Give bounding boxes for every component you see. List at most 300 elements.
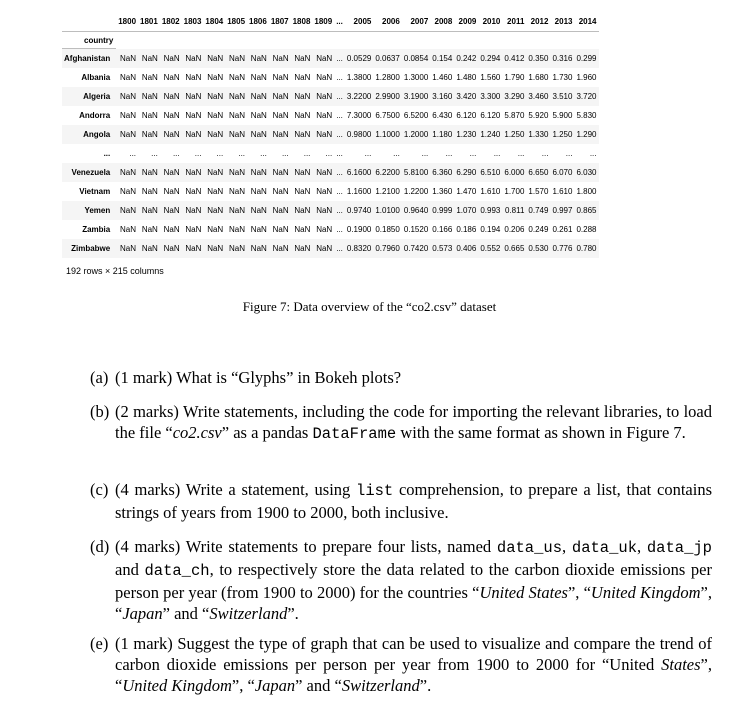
question-text-part: ”, “ — [231, 676, 255, 695]
table-cell: NaN — [294, 206, 311, 215]
table-cell: NaN — [229, 73, 246, 82]
table-cell: NaN — [207, 53, 224, 63]
table-cell: ... — [336, 244, 343, 253]
question-text-part: ”, “ — [115, 583, 712, 623]
dataframe-table — [62, 12, 599, 258]
table-cell: 6.1600 — [346, 168, 372, 177]
table-cell: NaN — [250, 225, 267, 234]
table-cell: ... — [364, 149, 372, 158]
table-cell: 6.650 — [528, 168, 549, 177]
table-cell: 0.9640 — [403, 206, 429, 215]
table-cell: 1.3000 — [403, 73, 429, 82]
table-cell: 3.2200 — [346, 92, 372, 101]
table-cell: 1.3800 — [346, 73, 372, 82]
question-text — [115, 633, 712, 696]
table-cell: ... — [589, 149, 597, 158]
table-cell: ... — [336, 92, 343, 101]
table-cell: 3.290 — [504, 92, 525, 101]
table-cell: NaN — [272, 73, 289, 82]
table-cell: 3.300 — [480, 92, 501, 101]
table-cell: 5.8100 — [403, 168, 429, 177]
table-cell: NaN — [229, 53, 246, 63]
table-cell: 1.2800 — [375, 73, 400, 82]
table-cell: NaN — [316, 53, 333, 63]
table-cell: NaN — [294, 111, 311, 120]
column-header: 1804 — [203, 12, 225, 32]
table-cell: NaN — [185, 168, 202, 177]
question-label: (b) — [90, 402, 110, 421]
row-label: ... — [103, 149, 111, 158]
table-row — [62, 68, 599, 87]
column-header: 1809 — [312, 12, 334, 32]
table-cell: 1.2200 — [403, 187, 429, 196]
table-cell: NaN — [316, 225, 333, 234]
table-cell: 1.800 — [576, 187, 597, 196]
table-cell: NaN — [229, 111, 246, 120]
table-cell: 5.900 — [552, 111, 573, 120]
table-cell: 1.230 — [456, 130, 477, 139]
table-cell: NaN — [120, 92, 137, 101]
table-cell: NaN — [229, 187, 246, 196]
table-cell: NaN — [120, 187, 137, 196]
table-cell: 1.290 — [576, 130, 597, 139]
table-cell: NaN — [120, 130, 137, 139]
table-cell: NaN — [163, 168, 180, 177]
table-cell: 0.294 — [480, 53, 501, 63]
question-b — [90, 401, 712, 445]
table-cell: NaN — [229, 244, 246, 253]
table-cell: 1.960 — [576, 73, 597, 82]
table-cell: NaN — [185, 244, 202, 253]
table-cell: NaN — [229, 206, 246, 215]
table-cell: ... — [303, 149, 311, 158]
table-cell: NaN — [185, 225, 202, 234]
column-header: 2014 — [574, 12, 598, 32]
question-label: (c) — [90, 480, 109, 499]
table-cell: 6.030 — [576, 168, 597, 177]
table-cell: 0.999 — [432, 206, 453, 215]
table-row — [62, 163, 599, 182]
table-cell: 1.570 — [528, 187, 549, 196]
question-text-part: , to respectively store the data related to the carbon dioxide emissions per person per year (from 1900 to 2000) for the countries “ — [115, 560, 712, 602]
table-cell: 1.610 — [480, 187, 501, 196]
table-cell: 7.3000 — [346, 111, 372, 120]
table-cell: 0.997 — [552, 206, 573, 215]
table-cell: ... — [194, 149, 202, 158]
table-cell: NaN — [294, 73, 311, 82]
table-cell: ... — [336, 111, 343, 120]
table-cell: ... — [281, 149, 289, 158]
column-header: 2011 — [502, 12, 526, 32]
table-cell: ... — [216, 149, 224, 158]
table-cell: 0.299 — [576, 53, 597, 63]
table-cell: NaN — [141, 130, 158, 139]
table-cell: 6.290 — [456, 168, 477, 177]
question-text-part: ” and “ — [295, 676, 342, 695]
table-cell: NaN — [294, 187, 311, 196]
table-cell: 6.5200 — [403, 111, 429, 120]
table-cell: 1.2100 — [375, 187, 400, 196]
column-header: ... — [334, 12, 345, 32]
table-cell: 1.730 — [552, 73, 573, 82]
table-cell: 6.120 — [480, 111, 501, 120]
table-cell: NaN — [229, 130, 246, 139]
question-text-part: ”, “ — [115, 655, 712, 695]
table-cell: NaN — [250, 73, 267, 82]
column-header: 1801 — [138, 12, 160, 32]
table-cell: ... — [260, 149, 267, 158]
table-row — [62, 49, 599, 69]
table-cell: 5.870 — [504, 111, 525, 120]
question-text-part: co2.csv — [172, 423, 222, 442]
row-label: Algeria — [83, 92, 111, 101]
table-cell: 1.250 — [552, 130, 573, 139]
table-cell: NaN — [207, 168, 224, 177]
table-cell: ... — [129, 149, 137, 158]
question-text-part: data_jp — [646, 539, 712, 557]
table-cell: NaN — [163, 73, 180, 82]
table-cell: ... — [469, 149, 477, 158]
table-cell: NaN — [229, 92, 246, 101]
table-cell: NaN — [316, 187, 333, 196]
question-d — [90, 536, 712, 624]
question-text — [115, 479, 712, 523]
table-cell: NaN — [250, 92, 267, 101]
table-cell: ... — [517, 149, 525, 158]
table-cell: 0.0637 — [375, 53, 400, 63]
column-header: 1805 — [225, 12, 247, 32]
table-cell: 1.470 — [456, 187, 477, 196]
question-text-part: list — [356, 482, 394, 500]
table-cell: 0.665 — [504, 244, 525, 253]
question-label: (a) — [90, 368, 109, 387]
table-cell: NaN — [141, 92, 158, 101]
table-cell: NaN — [163, 225, 180, 234]
question-text-part: United Kingdom — [122, 676, 232, 695]
table-cell: ... — [541, 149, 549, 158]
row-label: Vietnam — [79, 187, 111, 196]
table-cell: NaN — [272, 187, 289, 196]
question-text-part: comprehension, to prepare a list, that contains strings of years from 1900 to 2000, both inclusive. — [115, 480, 712, 522]
table-cell: 0.186 — [456, 225, 477, 234]
table-cell: NaN — [272, 130, 289, 139]
table-cell: NaN — [141, 206, 158, 215]
column-header-row — [62, 12, 599, 32]
table-cell: 0.406 — [456, 244, 477, 253]
table-cell: NaN — [185, 53, 202, 63]
table-cell: 0.7420 — [403, 244, 429, 253]
table-cell: ... — [336, 149, 343, 158]
table-cell: 6.7500 — [375, 111, 400, 120]
table-cell: 0.9800 — [346, 130, 372, 139]
table-cell: NaN — [141, 73, 158, 82]
table-cell: NaN — [141, 111, 158, 120]
table-cell: 3.420 — [456, 92, 477, 101]
table-cell: 1.240 — [480, 130, 501, 139]
table-cell: ... — [421, 149, 429, 158]
table-cell: NaN — [316, 206, 333, 215]
table-cell: NaN — [294, 225, 311, 234]
table-cell: ... — [336, 187, 343, 196]
table-cell: NaN — [185, 92, 202, 101]
table-cell: 0.350 — [528, 53, 549, 63]
table-cell: 0.0529 — [346, 53, 372, 63]
table-cell: 0.776 — [552, 244, 573, 253]
table-cell: NaN — [272, 111, 289, 120]
table-cell: NaN — [207, 73, 224, 82]
question-text-part: ”. — [287, 604, 299, 623]
table-cell: 3.720 — [576, 92, 597, 101]
row-label: Albania — [81, 73, 111, 82]
table-cell: NaN — [272, 244, 289, 253]
table-cell: NaN — [250, 206, 267, 215]
table-cell: NaN — [207, 92, 224, 101]
table-cell: NaN — [185, 206, 202, 215]
table-cell: NaN — [120, 73, 137, 82]
table-cell: 0.206 — [504, 225, 525, 234]
table-cell: ... — [493, 149, 501, 158]
table-cell: NaN — [141, 187, 158, 196]
table-cell: 0.993 — [480, 206, 501, 215]
table-cell: 1.560 — [480, 73, 501, 82]
table-cell: 0.1850 — [375, 225, 400, 234]
table-row — [62, 182, 599, 201]
question-text-part: , — [562, 537, 572, 556]
table-cell: NaN — [272, 53, 289, 63]
figure-caption: Figure 7: Data overview of the “co2.csv” dataset — [242, 299, 497, 314]
table-cell: NaN — [250, 187, 267, 196]
table-cell: 0.242 — [456, 53, 477, 63]
table-cell: 1.610 — [552, 187, 573, 196]
question-text-part: , — [637, 537, 647, 556]
table-cell: ... — [172, 149, 180, 158]
question-text-part: with the same format as shown in Figure 7. — [396, 423, 686, 442]
table-cell: 3.160 — [432, 92, 453, 101]
column-header: 2013 — [550, 12, 574, 32]
table-cell: 1.790 — [504, 73, 525, 82]
table-cell: 5.920 — [528, 111, 549, 120]
table-cell: 0.261 — [552, 225, 573, 234]
column-header: 1803 — [182, 12, 204, 32]
question-text — [115, 367, 712, 388]
table-cell: NaN — [120, 53, 137, 63]
table-cell: NaN — [120, 168, 137, 177]
question-text-part: (1 mark) What is “Glyphs” in Bokeh plots? — [115, 368, 402, 387]
question-text-part: Switzerland — [209, 604, 288, 623]
table-cell: 5.830 — [576, 111, 597, 120]
table-cell: 1.360 — [432, 187, 453, 196]
table-cell: 6.070 — [552, 168, 573, 177]
table-cell: NaN — [163, 244, 180, 253]
column-header: 2008 — [430, 12, 454, 32]
table-cell: NaN — [294, 130, 311, 139]
table-body — [62, 49, 599, 259]
question-text-part: (4 marks) Write a statement, using — [115, 480, 357, 499]
table-cell: 0.530 — [528, 244, 549, 253]
table-cell: 1.460 — [432, 73, 453, 82]
question-text-part: ” and “ — [162, 604, 210, 623]
table-cell: 0.166 — [432, 225, 453, 234]
table-cell: NaN — [294, 53, 311, 63]
table-cell: NaN — [272, 92, 289, 101]
question-label: (d) — [90, 537, 110, 556]
column-header: 2005 — [345, 12, 373, 32]
table-cell: 0.8320 — [346, 244, 372, 253]
table-cell: NaN — [272, 206, 289, 215]
column-header: 2009 — [454, 12, 478, 32]
table-cell: 0.749 — [528, 206, 549, 215]
question-text-part: ” as a pandas — [221, 423, 313, 442]
dataframe-shape: 192 rows × 215 columns — [66, 266, 164, 276]
table-cell: NaN — [294, 244, 311, 253]
index-name-row — [62, 32, 599, 49]
column-header: 2010 — [478, 12, 502, 32]
question-text-part: data_ch — [144, 562, 210, 580]
question-text-part: (1 mark) Suggest the type of graph that can be used to visualize and compare the trend of carbon dioxide emissions per person per year from 1900 to 2000 for “United — [115, 634, 712, 674]
column-header: 2012 — [526, 12, 550, 32]
table-cell: NaN — [207, 225, 224, 234]
table-cell: NaN — [163, 53, 180, 63]
table-cell: NaN — [120, 206, 137, 215]
question-text-part: ”, “ — [567, 583, 591, 602]
table-cell: 6.510 — [480, 168, 501, 177]
table-cell: 1.180 — [432, 130, 453, 139]
table-cell: 6.120 — [456, 111, 477, 120]
table-cell: NaN — [141, 225, 158, 234]
table-row — [62, 144, 599, 163]
table-cell: NaN — [316, 111, 333, 120]
row-label: Afghanistan — [64, 54, 111, 63]
table-cell: NaN — [316, 130, 333, 139]
table-cell: 0.9740 — [346, 206, 372, 215]
column-header: 1800 — [116, 12, 138, 32]
table-cell: ... — [336, 73, 343, 82]
table-cell: 0.1520 — [403, 225, 429, 234]
table-cell: NaN — [185, 187, 202, 196]
table-cell: ... — [336, 53, 343, 63]
table-row — [62, 125, 599, 144]
table-cell: NaN — [316, 168, 333, 177]
row-label: Venezuela — [71, 168, 111, 177]
table-cell: NaN — [229, 168, 246, 177]
table-cell: NaN — [272, 225, 289, 234]
table-cell: NaN — [120, 225, 137, 234]
table-cell: ... — [336, 206, 343, 215]
table-cell: 6.430 — [432, 111, 453, 120]
column-header: 2006 — [373, 12, 401, 32]
table-cell: NaN — [141, 244, 158, 253]
table-cell: 3.1900 — [403, 92, 429, 101]
table-cell: 2.9900 — [375, 92, 400, 101]
table-cell: ... — [151, 149, 158, 158]
table-cell: ... — [336, 130, 343, 139]
column-header: 2007 — [402, 12, 430, 32]
question-text-part: United States — [479, 583, 568, 602]
table-cell: ... — [445, 149, 453, 158]
table-cell: NaN — [185, 130, 202, 139]
question-text-part: and — [115, 560, 145, 579]
table-cell: NaN — [250, 130, 267, 139]
question-a — [90, 367, 712, 388]
question-text-part: Japan — [122, 604, 163, 623]
question-c — [90, 479, 712, 523]
table-cell: 0.316 — [552, 53, 573, 63]
question-text-part: United Kingdom — [590, 583, 701, 602]
row-label: Angola — [83, 130, 111, 139]
table-cell: 1.070 — [456, 206, 477, 215]
question-text-part: Switzerland — [341, 676, 420, 695]
question-e — [90, 633, 712, 696]
row-label: Zambia — [82, 225, 111, 234]
row-label: Zimbabwe — [71, 244, 111, 253]
table-row — [62, 87, 599, 106]
question-text-part: data_uk — [571, 539, 638, 557]
table-cell: NaN — [294, 92, 311, 101]
table-cell: 1.0100 — [375, 206, 400, 215]
table-cell: 0.7960 — [375, 244, 400, 253]
table-cell: NaN — [163, 130, 180, 139]
table-cell: 0.0854 — [403, 53, 429, 63]
question-text-part: Japan — [254, 676, 296, 695]
table-cell: NaN — [141, 53, 158, 63]
question-text — [115, 401, 712, 445]
table-cell: ... — [565, 149, 573, 158]
table-cell: NaN — [185, 111, 202, 120]
table-cell: NaN — [163, 206, 180, 215]
question-text-part: States — [661, 655, 701, 674]
table-cell: 0.412 — [504, 53, 525, 63]
table-cell: 0.552 — [480, 244, 501, 253]
table-cell: NaN — [250, 53, 267, 63]
table-cell: NaN — [207, 206, 224, 215]
table-cell: 0.573 — [432, 244, 453, 253]
table-cell: 3.460 — [528, 92, 549, 101]
table-cell: NaN — [272, 168, 289, 177]
table-cell: 1.1600 — [346, 187, 372, 196]
table-cell: ... — [238, 149, 246, 158]
table-cell: NaN — [141, 168, 158, 177]
table-cell: NaN — [250, 168, 267, 177]
table-row — [62, 220, 599, 239]
table-cell: NaN — [207, 244, 224, 253]
table-cell: NaN — [163, 187, 180, 196]
question-text-part: (2 marks) Write statements, including the code for importing the relevant libraries, to load the file “ — [115, 402, 712, 442]
column-header: 1808 — [291, 12, 313, 32]
question-label: (e) — [90, 634, 109, 653]
table-cell: 0.811 — [504, 206, 525, 215]
table-cell: ... — [393, 149, 400, 158]
table-cell: ... — [336, 168, 343, 177]
table-cell: 6.360 — [432, 168, 453, 177]
table-cell: NaN — [316, 92, 333, 101]
question-text — [115, 536, 712, 624]
table-cell: NaN — [207, 130, 224, 139]
table-cell: 6.000 — [504, 168, 525, 177]
question-text-part: (4 marks) Write statements to prepare four lists, named — [115, 537, 497, 556]
table-cell: 0.1900 — [346, 225, 372, 234]
question-text-part: data_us — [496, 539, 563, 557]
table-cell: ... — [325, 149, 333, 158]
table-cell: 1.680 — [528, 73, 549, 82]
table-cell: NaN — [120, 111, 137, 120]
row-label: Andorra — [79, 111, 111, 120]
table-cell: 0.288 — [576, 225, 597, 234]
index-name: country — [62, 32, 116, 49]
table-row — [62, 201, 599, 220]
table-cell: 1.480 — [456, 73, 477, 82]
table-cell: 1.2000 — [403, 130, 429, 139]
table-cell: 0.780 — [576, 244, 597, 253]
